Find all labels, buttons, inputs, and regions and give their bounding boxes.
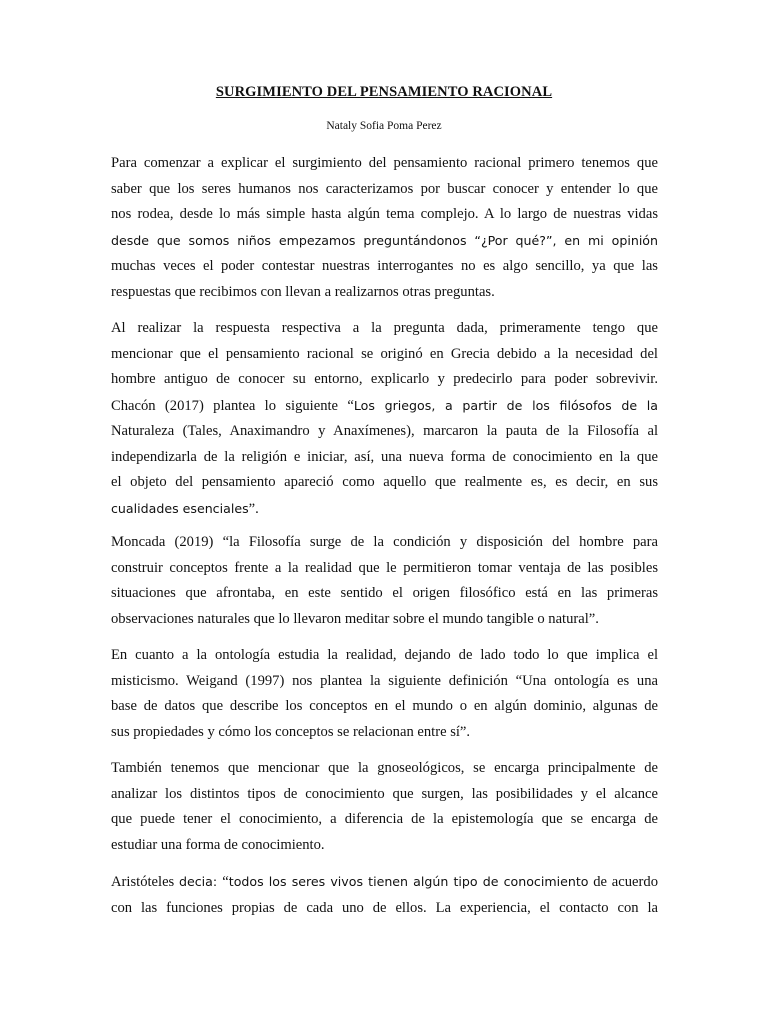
paragraph-5	[111, 756, 658, 858]
text-line: desde que somos niños empezamos preguntándonos “¿Por qué?”, en mi opinión	[111, 232, 658, 248]
text-line: analizar los distintos tipos de conocimiento que surgen, las posibilidades y el alcance	[111, 785, 658, 802]
paragraph-1	[111, 151, 658, 305]
text-line: sus propiedades y cómo los conceptos se relacionan entre sí”.	[111, 723, 471, 740]
text-line: respuestas que recibimos con llevan a realizarnos otras preguntas.	[111, 283, 495, 300]
paragraph-3	[111, 530, 658, 632]
text-line: situaciones que afrontaba, en este sentido el origen filosófico está en las primeras	[111, 585, 658, 601]
text-line: También tenemos que mencionar que la gnoseológicos, se encarga principalmente de	[111, 760, 658, 776]
document-author: Nataly Sofia Poma Perez	[326, 120, 442, 132]
text-line: Moncada (2019) “la Filosofía surge de la condición y disposición del hombre para	[111, 534, 658, 550]
text-line: saber que los seres humanos nos caracterizamos por buscar conocer y entender lo que	[111, 180, 658, 197]
paragraph-6	[111, 869, 658, 921]
text-line: el objeto del pensamiento apareció como aquello que realmente es, es decir, en sus	[111, 474, 658, 490]
text-line: nos rodea, desde lo más simple hasta algún tema complejo. A lo largo de nuestras vidas	[111, 206, 658, 222]
text-line: hombre antiguo de conocer su entorno, explicarlo y predecirlo para poder sobrevivir.	[111, 371, 658, 387]
text-line: con las funciones propias de cada uno de ellos. La experiencia, el contacto con la	[111, 899, 658, 916]
text-line: base de datos que describe los conceptos en el mundo o en algún dominio, algunas de	[111, 698, 658, 714]
paragraph-2	[111, 316, 658, 522]
text-line: Aristóteles decia: “todos los seres vivos tienen algún tipo de conocimiento de acuerdo	[111, 874, 658, 890]
document-title: SURGIMIENTO DEL PENSAMIENTO RACIONAL	[215, 84, 553, 100]
text-line: independizarla de la religión e iniciar, así, una nueva forma de conocimiento en la que	[111, 448, 658, 465]
text-line: cualidades esenciales”.	[111, 500, 259, 517]
paragraph-4	[111, 643, 658, 745]
text-line: que puede tener el conocimiento, a diferencia de la epistemología que se encarga de	[111, 811, 658, 827]
text-line: mencionar que el pensamiento racional se originó en Grecia debido a la necesidad del	[111, 345, 658, 362]
text-line: misticismo. Weigand (1997) nos plantea la siguiente definición “Una ontología es una	[111, 672, 658, 689]
text-line: muchas veces el poder contestar nuestras interrogantes no es algo sencillo, ya que las	[111, 258, 658, 274]
text-line: Chacón (2017) plantea lo siguiente “Los griegos, a partir de los filósofos de la	[111, 397, 659, 414]
text-line: estudiar una forma de conocimiento.	[111, 836, 325, 853]
text-line: Para comenzar a explicar el surgimiento del pensamiento racional primero tenemos que	[111, 155, 658, 171]
text-line: En cuanto a la ontología estudia la realidad, dejando de lado todo lo que implica el	[111, 647, 658, 663]
text-line: Al realizar la respuesta respectiva a la pregunta dada, primeramente tengo que	[111, 320, 658, 336]
text-line: Naturaleza (Tales, Anaximandro y Anaxímenes), marcaron la pauta de la Filosofía al	[111, 423, 658, 439]
text-line: observaciones naturales que lo llevaron meditar sobre el mundo tangible o natural”.	[111, 610, 599, 627]
text-line: construir conceptos frente a la realidad que le permitieron tomar ventaja de las posibles	[111, 559, 658, 576]
